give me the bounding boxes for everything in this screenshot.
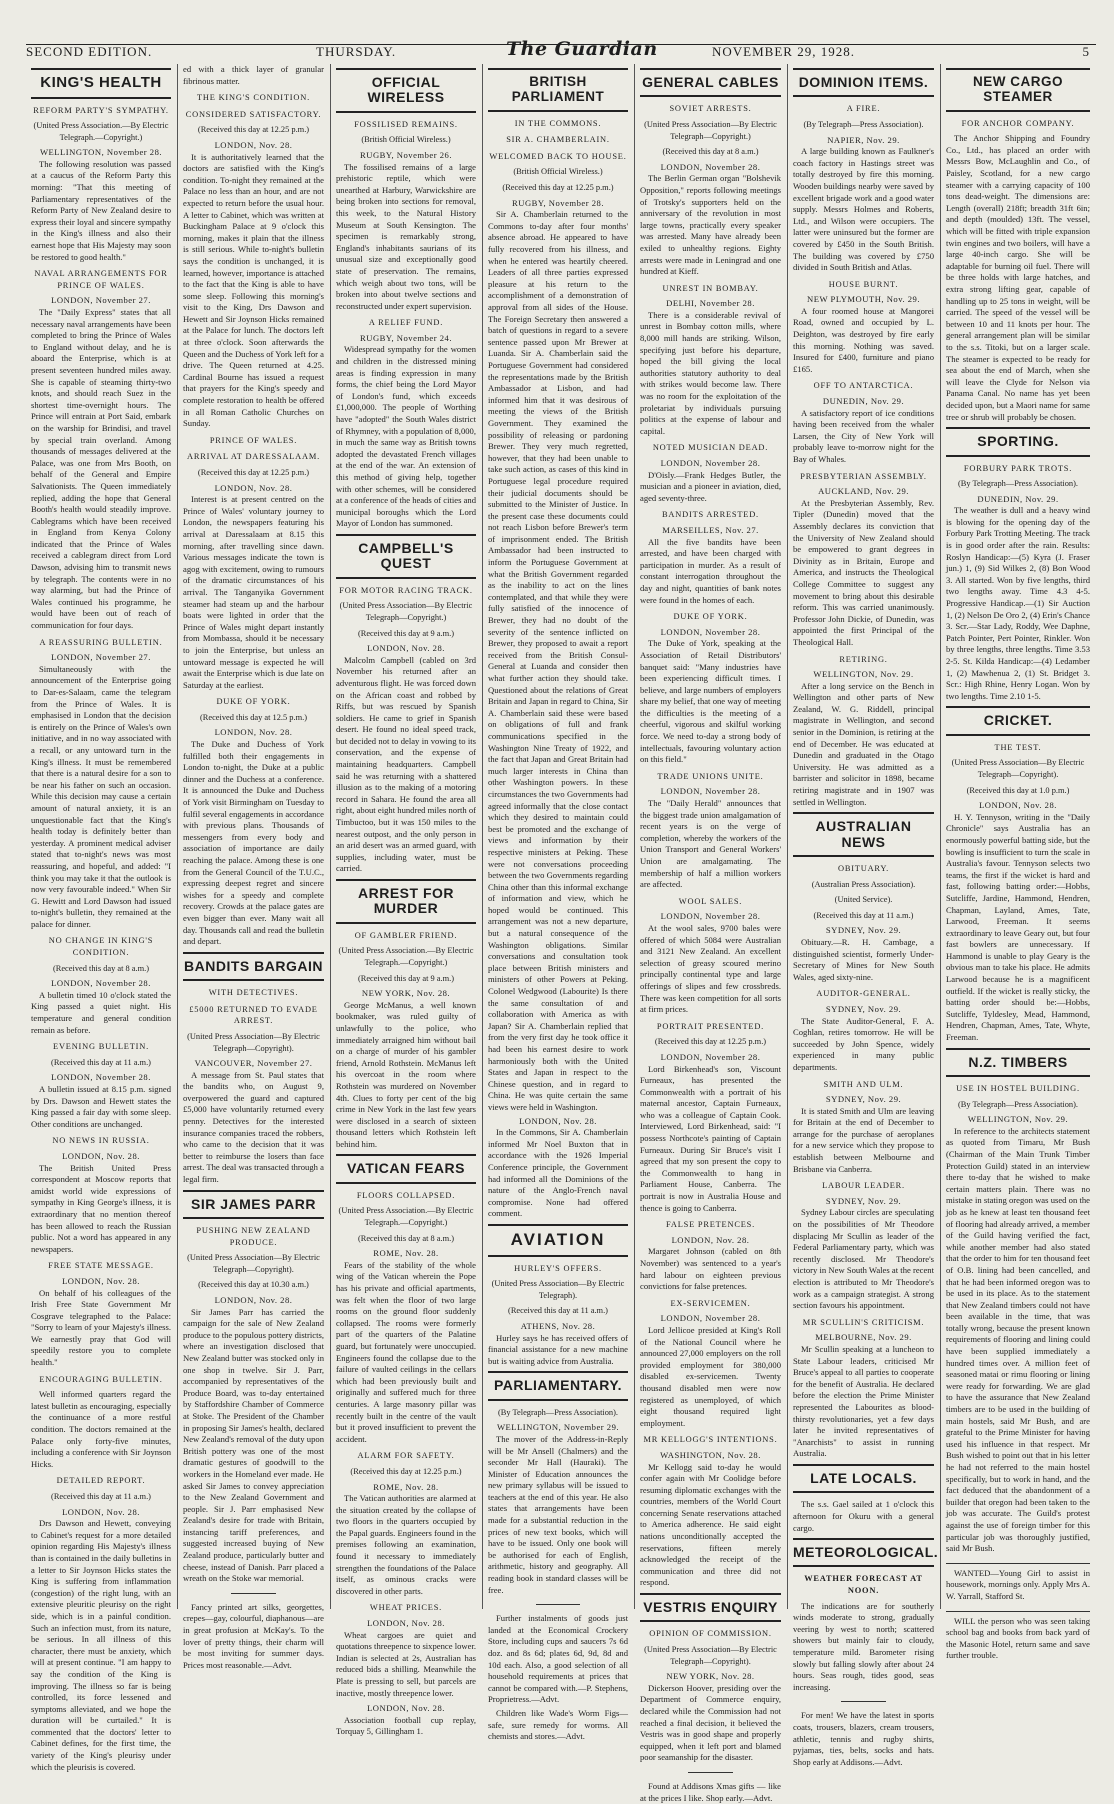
page-number: 5 — [1082, 44, 1090, 59]
column-5 — [635, 64, 788, 1803]
subhead: FLOORS COLLAPSED. — [356, 1190, 456, 1200]
article-body: D'Oisly.—Frank Hedges Butler, the musician and a pioneer in aviation, died, aged seventy-three. — [640, 469, 781, 503]
dateline: AUCKLAND, Nov. 29. — [818, 486, 909, 497]
headline-sporting: SPORTING. — [946, 427, 1090, 456]
received-line: (Received this day at 12.25 p.m.) — [654, 1037, 767, 1047]
subhead: BANDITS ARRESTED. — [662, 510, 759, 520]
subhead: FOR MOTOR RACING TRACK. — [339, 585, 473, 595]
subhead: EVENING BULLETIN. — [53, 1042, 149, 1052]
credit-line: (By Telegraph—Press Association). — [958, 1099, 1078, 1109]
advertisement: Children like Wade's Worm Figs—safe, sure remedy for worms. All chemists and stores.—Advt. — [488, 1707, 628, 1742]
article-body: Obituary.—R. H. Cambage, a distinguished scientist, formerly Under-Secretary of Mines for New South Wales, aged sixty-nine. — [793, 936, 934, 982]
article-body: The Vatican authorities are alarmed at the situation created by the collapse of two floors in the quarters occupied by the Papal guards. Engineers found in the premises following an examination, found it necessary to immediately strengthen the foundations of the Palace itself, as ominous cracks were discovered in other parts. — [336, 1493, 476, 1596]
subhead: A FIRE. — [846, 104, 881, 114]
subhead: OFF TO ANTARCTICA. — [813, 381, 914, 391]
article-body: Sir James Parr has carried the campaign for the sale of New Zealand produce to the populous pottery districts, where an investigation disclosed that New Zealand butter was stocked only in one shop in twelve. Sir J. Parr, accompanied by representatives of the Produce Board, was to-day entertained by Staffordshire Chamber of Commerce at Stoke. The President of the Chamber in proposing Sir James's health, declared New Zealand's removal of the duty upon British pottery was one of the most dramatic gestures of goodwill to the workers in the Homeland ever made. He asked Sir James to convey appreciation to the New Zealand Government and people. Sir J. Parr emphasised New Zealand's desire for trade with Britain, instancing tariff preferences, and suggested increased buying of New Zealand produce, particularly butter and cheese, instead of Danish. Parr placed a wreath on the Stoke war memorial. — [183, 1306, 324, 1584]
dateline: NAPIER, Nov. 29. — [827, 134, 900, 145]
dateline: LONDON, November 28. — [660, 911, 761, 922]
dateline: VANCOUVER, November 27. — [194, 1058, 313, 1069]
article-body: The indications are for southerly winds moderate to strong, gradually veering by west to north; scattered showers but mainly fair to cloudy, temperature mild. Barometer rising slowly but falling slowly after about 24 hours. Seas rough, tides good, seas increasing. — [793, 1600, 934, 1692]
dateline: LONDON, November 28. — [660, 458, 761, 469]
advertisement: Further instalments of goods just landed at the Economical Crockery Store, including cups and saucers 7s 6d doz. and 8s 6d; plates 6d, 9d, 8d and 10d each. Also, a good selection of all household requirements at prices that cannot be compared with.—P. Stephens, Proprietress.—Advt. — [488, 1613, 628, 1705]
headline-official-wireless: OFFICIAL WIRELESS — [336, 68, 476, 113]
received-line: (Received this day at 11 a.m.) — [813, 910, 914, 920]
credit-line: (United Press Association—By Electric Telegraph—Copyright.) — [644, 119, 777, 141]
article-body: Interest is at present centred on the Prince of Wales' voluntary journey to London, the newspapers featuring his arrival at Daressalaam at 8.15 this morning, after travelling since dawn. Various messages indicate the town is agog with excitement, owing to rumours of the dramatic circumstances of his arrival. The Tanganyika Government steamer had steam up and the harbour boats were lighted in order that the Prince of Wales might depart instantly from Mombassa, should it be necessary to join the Enterprise, but unless an untoward message is expected he will await the Enterprise which is due late on Saturday at the earliest. — [183, 494, 324, 690]
subhead: ALARM FOR SAFETY. — [357, 1451, 455, 1461]
divider — [231, 1593, 276, 1594]
headline-general-cables: GENERAL CABLES — [640, 68, 781, 97]
subhead: SOVIET ARRESTS. — [669, 104, 752, 114]
article-continuation: ed with a thick layer of granular fibrinous matter. — [183, 64, 324, 86]
dateline: ROME, Nov. 28. — [373, 1481, 439, 1492]
received-line: (Received this day at 10.30 a.m.) — [198, 1280, 309, 1290]
subhead: OBITUARY. — [837, 864, 890, 874]
article-body: The mover of the Address-in-Reply will be Mr Ansell (Chalmers) and the seconder Mr Hall (Hauraki). The Minister of Education announces the new primary syllabus will be issued to teachers at the end of this year. He also states that arrangements have been made for a substantial reduction in the prices of new text books, which will have to be issued. Only one book will be authorised for each of English, arithmetic, history and geography. All reading book in standard classes will be free. — [488, 1433, 628, 1595]
article-body: After a long service on the Bench in Wellington and other parts of New Zealand, W. G. Riddell, principal magistrate in Wellington, and second senior in the Dominion, is retiring at the end of December. He was educated at Dunedin and graduated in the Otago University. He was admitted as a barrister and solicitor in 1898, became retiring magistrate and in 1907 was settled in Wellington. — [793, 680, 934, 807]
dateline: LONDON, Nov. 28. — [62, 1150, 140, 1161]
article-body: Association football cup replay, Torquay 5, Gillingham 1. — [336, 1714, 476, 1737]
credit-line: (United Press Association.—By Electric Telegraph.—Copyright.) — [338, 1206, 474, 1228]
headline-aviation: AVIATION — [488, 1224, 628, 1257]
article-body: The Berlin German organ "Bolshevik Opposition," reports following meetings of Trotsky's supporters held on the anniversary of the revolution in most large towns, practically every speaker was arrested. Many have already been exiled to unhealthy regions. Eighty arrests were made in Leningrad and one hundred at Kieff. — [640, 173, 781, 277]
article-body: In reference to the architects statement as quoted from Timaru, Mr Bush (Chairman of the Main Trunk Timber Protection Guild) stated in an interview there to-day that he wished to make certain matters plain. There was no mistake in stating oregon was used on the job as he knew at least ten thousand feet of flooring had already arrived, a member of the Guild having verified the fact, while another member had also stated that the order to him for ten thousand feet of O.B. lining had been cancelled, and that he had been informed oregon was to be used in its place. As to the statement that New Zealand timbers could not have been available in the time, that was totally wrong, because the present known requirements of flooring and lining could have been supplied immediately a hundred times over. A million feet of seasoned matai or rimu flooring or lining were ready for forwarding. We are glad to have the assurance that New Zealand timbers are to be used in the building of main hostels, said Mr Bush, and are grateful to the Prime Minister for having used his influence in that respect. Mr Bush wished to point out that in his letter he had not referred to the main hostel specifically, but to work in hand, and the fact deduced that the abandonment of a builder that oregon had been taken to the job was accurate. The Guild's protest against the use of foreign timber for this particular job was thoroughly justified, said Mr Bush. — [946, 1125, 1090, 1554]
dateline: SYDNEY, Nov. 29. — [825, 1094, 902, 1105]
article-body: At the wool sales, 9700 bales were offered of which 5084 were Australian and 3121 New Zealand. An excellent selection of greasy scoured merino principally continental type and large offerings of slipes and few crossbreds. There was keen competition for all sorts at firm prices. — [640, 922, 781, 1015]
article-body: Margaret Johnson (cabled on 8th November) was sentenced to a year's hard labour on eighteen previous convictions for false pretences. — [640, 1246, 781, 1292]
masthead — [26, 12, 1096, 60]
dateline: LONDON, November 28. — [51, 978, 151, 989]
article-body: Malcolm Campbell (cabled on 3rd November his returned after an adventurous flight. He was forced down on the African coast and robbed by Riffs, but was rescued by Spanish soldiers. He came to grief in Spanish desert. He found no ideal speed track, but decided not to delay in vowing to its conservation, and the expense of maintaining headquarters. Campbell said he was returning with a shattered illusion as to the making of a motoring record in Sahara. He found the area all right, about eight hundred miles north of Timbuctoo, but it was 150 miles to the nearest outpost, and the only person in an arid desert was an armed guard, with supplies, including water, must be carried. — [336, 654, 476, 874]
dateline: LONDON, Nov. 28. — [671, 1234, 750, 1245]
article-body: Fears of the stability of the whole wing of the Vatican wherein the Pope has his private and official apartments, was felt when the floor of two large rooms on the ground floor suddenly collapsed. The rooms were formerly part of the quarters of the Palatine guard, but fortunately were unoccupied. Engineers found the collapse due to the failure of vaulted ceilings in the cellars which had been previously built and originally and suffered much for three centuries. A large masonry pillar was recently built in the centre of the vault but it proved insufficient to prevent the accident. — [336, 1259, 476, 1444]
article-body: There is a considerable revival of unrest in Bombay cotton mills, where 8,000 mill hands are striking. Wilson, specifying just before his departure, hoped the bill giving the local authorities statutory authority to deal with strikes would become law. There was no room for the exploitation of the proletariat by individuals pursuing politics at the expense of labour and capital. — [640, 309, 781, 436]
article-body: A message from St. Paul states that the bandits who, on August 9, overpowered the guard and captured £5,000 have voluntarily returned every penny. Detectives for the interested insurance companies traced the robbers, who came to the decision that it was better to reimburse the losers than face arrest. The deal was transacted through a legal firm. — [183, 1069, 324, 1185]
divider — [688, 1772, 733, 1773]
subhead: NO NEWS IN RUSSIA. — [52, 1136, 150, 1146]
subhead: CONSIDERED SATISFACTORY. — [185, 109, 322, 119]
headline-late-locals: LATE LOCALS. — [793, 1464, 934, 1493]
received-line: (Received this day at 12.25 p.m.) — [197, 125, 310, 135]
received-line: (Received this day at 8 a.m.) — [52, 963, 150, 973]
dateline: NEW YORK, Nov. 28. — [361, 988, 451, 999]
subhead: A REASSURING BULLETIN. — [39, 637, 163, 647]
headline-dominion-items: DOMINION ITEMS. — [793, 68, 934, 97]
subhead: OF GAMBLER FRIEND. — [354, 930, 458, 940]
subhead: THE TEST. — [994, 742, 1042, 752]
headline-australian-news: AUSTRALIAN NEWS — [793, 812, 934, 857]
dateline: NEW PLYMOUTH, Nov. 29. — [806, 294, 921, 305]
article-body: In the Commons, Sir A. Chamberlain informed Mr Noel Buxton that in accordance with the 1926 Imperial Conference principle, the Government had informed all the Dominions of the nature of the Anglo-French naval compromise. None had offered comment. — [488, 1127, 628, 1219]
dateline: DUNEDIN, Nov. 29. — [977, 493, 1059, 504]
credit-line: (United Press Association—By Electric Telegraph—Copyright). — [187, 1253, 320, 1274]
article-body: At the Presbyterian Assembly, Rev. Tipler (Dunedin) moved that the Assembly declares its conviction that the University of New Zealand should be empowered to grant degrees in Divinity as in Britain, Europe and America, and instructs the Theological College Committee to suggest any movement to bring about this desirable reform. This was carried unanimously. Professor John Dickie, of Dunedin, was appointed the first Principal of the Theological Hall. — [793, 497, 934, 647]
dateline: LONDON, Nov. 28. — [214, 1295, 293, 1305]
received-line: (Received this day at 12.25 p.m.) — [502, 183, 614, 193]
article-body: The Duke of York, speaking at the Association of Retail Distributors' banquet said: "Many industries have been experiencing difficult times. I believe, and large numbers of employers share my belief, that one way of meeting the difficulties is the meeting of a cheerful, vigorous and skilful working force. We need to-day a strong body of intellectuals, favouring voluntary action on this field." — [640, 638, 781, 765]
article-body: All the five bandits have been arrested, and have been charged with participation in murder. As a result of constant interrogation throughout the day and night, quantities of bank notes were found in the homes of each. — [640, 536, 781, 605]
column-4 — [483, 64, 635, 1742]
column-1 — [26, 64, 178, 1772]
subhead: DUKE OF YORK. — [216, 697, 291, 707]
subhead: MR KELLOGG'S INTENTIONS. — [643, 1435, 778, 1445]
credit-line: (United Press Association—By Electric Telegraph—Copyright). — [644, 1645, 777, 1666]
subhead: UNREST IN BOMBAY. — [662, 283, 759, 293]
headline-new-cargo-steamer: NEW CARGO STEAMER — [946, 68, 1090, 112]
dateline: NEW YORK, Nov. 28. — [666, 1671, 755, 1682]
article-body: H. Y. Tennyson, writing in the "Daily Chronicle" says Australia has an enormously powerful batting side, but the bowling is insufficient to turn the scale in Australia's favour. Tennyson selects two teams, the first if the wicket is hard and fast, following batting order:—Hobbs, Sutcliffe, Jardine, Hammond, Hendren, Chapman, Layland, Ames, Tate, Larwood, Freeman. It seems extraordinary to leave Geary out, but four fast bowlers are unnecessary. If Hammond is unable to play Geary is the obvious man to take his place. He admits Larwood because he is a magnificent outfield. If the wicket is really sticky, the batting order should be:—Hobbs, Sutcliffe, Tyldesley, Mead, Hammond, Hendren, Chapman, Ames, Tate, Whyte, Freeman. — [946, 811, 1090, 1043]
dateline: LONDON, Nov. 28. — [214, 482, 293, 493]
dateline: SYDNEY, Nov. 29. — [825, 1195, 902, 1206]
credit-line: (United Press Association—By Electric Telegraph—Copyright). — [187, 1031, 320, 1053]
dateline: LONDON, Nov. 28. — [62, 1275, 140, 1286]
column-7 — [941, 64, 1096, 1661]
date-label: NOVEMBER 29, 1928. — [712, 44, 855, 59]
credit-line: (By Telegraph—Press Association). — [498, 1407, 618, 1417]
headline-nz-timbers: N.Z. TIMBERS — [946, 1048, 1090, 1077]
dateline: LONDON, November 27. — [51, 652, 151, 663]
received-line: (Received this day at 11 a.m.) — [51, 1492, 151, 1501]
article-body: The "Daily Herald" announces that the biggest trade union amalgamation of recent years is on the verge of completion, whereby the workers of the Union Transport and General Workers' Union are amalgamating. The membership of half a million workers are affected. — [640, 798, 781, 890]
dateline: LONDON, Nov. 28. — [214, 727, 293, 738]
article-body: Dickerson Hoover, presiding over the Department of Commerce enquiry, declared while the Commission had not reached a final decision, it believed the Vestris was in good shape and properly equipped, when it left port and blamed poor seamanship for the disaster. — [640, 1682, 781, 1763]
dateline: WELLINGTON, Nov. 29. — [813, 669, 914, 680]
article-body: A four roomed house at Mangorei Road, owned and occupied by L. Deighton, was destroyed by fire early this morning. Nothing was saved. Insured for £400, furniture and piano £165. — [793, 305, 934, 374]
article-body: Drs Dawson and Hewett, conveying to Cabinet's request for a more detailed opinion regarding His Majesty's illness than is contained in the daily bulletins in a letter to Sir Joynson Hicks states the King is suffering from inflammation (congestion) of the right lung, with an extensive pleuritic pleurisy on the right side, which is in a painful condition. Such an infection must, from its nature, be serious. In all illness of this character, there must be anxiety, which will at present continue. "I am happy to say the condition of the King is improving. The illness so far is being controlled, its force lessened and symptoms alleviated, and we hope the duration will be curtailed." It is commented that the doctors' letter to Cabinet defines, for the first time, the variety of the King's pleurisy under which the pleurisis is covered. — [31, 1518, 171, 1772]
headline-cricket: CRICKET. — [946, 706, 1090, 735]
subhead: £5000 RETURNED TO EVADE ARREST. — [189, 1004, 318, 1026]
received-line: (Received this day at 12.25 p.m.) — [350, 1466, 462, 1476]
article-body: Sir A. Chamberlain returned to the Commons to-day after four months' absence abroad. He appeared to have fully recovered from his illness, and when he entered was heartily cheered. Leaders of all three parties expressed pleasure at his return to the accomplishment of a demonstration of approval from all sides of the House. The Foreign Secretary then answered a batch of questions in regard to a severe sentence passed upon Mr Brewer at Luanda. Sir A. Chamberlain said the Portuguese Government had considered the representations made by the British Ambassador at Lisbon, and had informed him that it was desirous of meeting the views of the British Government. They examined the possibility of releasing or pardoning Brewer. They very much regretted, however, that they had been unable to take such action, as cases of this kind in Portuguese legal procedure required their judicial documents should be submitted to the Minister of Justice. In the present case these documents could not reach Lisbon before Brewer's term of imprisonment ended. The British Ambassador had been instructed to inform the Portuguese Government at what the British Government regarded as the inability to act on the lines contemplated, and that while they were fully satisfied of the innocence of Brewer, they had no doubt of the severity of the sentence inflicted on Brewer, they proposed to await a report received from the British Consul-General at Luanda and consider then what further action they should take. Questioned about the relations of Great Britain and Japan in regard to China, Sir A. Chamberlain said these were based on obligations of full and frank communications specified in the Washington Nine Treaty of 1922, and the fact that Japan and Great Britain had much larger interests in China than other Washington powers. In these circumstances the two Governments had agreed informally that the close contact which they desired to maintain could best be promoted and the exchange of views and information by their respective ministers at Peking. These were not conversations proceeding between the two Governments regarding China other than this informal exchange of information and view, which he hoped would be continued. This arrangement was not a new departure, but a natural consequence of the Washington obligations. Similar conversations and consultation took place between British ministers and ministers of other Powers at Peking. Colonel Wedgwood (Labourite) Is there the same consultation of and collaboration with America as with Japan? Sir A. Chamberlain replied that from the very first day he took office it had been his earnest desire to work harmoniously both with the United States and Japan in respect to the Chinese question, and in regard to China. He was quite certain the same views were held in Washington. — [488, 209, 628, 1112]
subhead: RETIRING. — [839, 654, 888, 664]
dateline: LONDON, Nov. 28. — [519, 1115, 597, 1126]
subhead: DETAILED REPORT. — [56, 1476, 146, 1486]
subhead: NAVAL ARRANGEMENTS FOR PRINCE OF WALES. — [34, 269, 168, 290]
subhead: USE IN HOSTEL BUILDING. — [956, 1084, 1080, 1094]
column-3 — [331, 64, 483, 1737]
headline-meteorological: METEOROLOGICAL. — [793, 1538, 934, 1567]
subhead: FORBURY PARK TROTS. — [963, 463, 1073, 473]
credit-line: (United Press Association—By Electric Telegraph). — [491, 1279, 625, 1300]
article-body: Hurley says he has received offers of financial assistance for a new machine but is waiting advice from Australia. — [488, 1332, 628, 1366]
dateline: LONDON, November 28. — [660, 786, 761, 797]
classified-ad: WANTED—Young Girl to assist in housework, mornings only. Apply Mrs A. W. Yarrall, Stafford St. — [946, 1563, 1090, 1603]
credit-line: (United Press Association.—By Electric Telegraph.—Copyright.) — [33, 121, 169, 142]
article-body: The "Daily Express" states that all necessary naval arrangements have been completed to bring the Prince of Wales to England without delay, and he is aboard the Enterprise, which is at present seventeen hundred miles away. She is capable of steaming thirty-two knots, and should reach Suez in the shortest time-overnight hours. The Prince will entrain at Port Said, embark on the warship for Brindisi, and travel by special train overland. Among thousands of messages delivered at the Palace, was one from Mrs Booth, on behalf of the General and Empire Salvationists. The Queen immediately replied, adding the hope that General Booth's health would steadily improve. Cablegrams which have been received in England from Kenya Colony indicated that the Prince of Wales received a cablegram direct from Lord Dawson, advising him to transmit news by telegraph. The contents were in no way alarming, but had the Prince of Wales continued his programme, he would have been out of reach of communication for four days. — [31, 307, 171, 631]
credit-line: (By Telegraph—Press Association). — [958, 479, 1078, 489]
day-label: THURSDAY. — [316, 44, 397, 59]
received-line: (Received this day at 8 a.m.) — [662, 147, 759, 157]
credit-line: (United Service). — [834, 895, 893, 905]
advertisement: For men! We have the latest in sports coats, trousers, blazers, cream trousers, athletic, tennis and rugby shirts, pyjamas, ties, belts, socks and hats. Shop early at Addisons.—Advt. — [793, 1710, 934, 1767]
received-line: (Received this day at 11 a.m.) — [51, 1057, 151, 1067]
dateline: WASHINGTON, Nov. 28. — [660, 1449, 761, 1460]
received-line: (Received this day at 11 a.m.) — [508, 1306, 608, 1316]
dateline: LONDON, November 28. — [660, 161, 761, 172]
subhead: THE KING'S CONDITION. — [197, 93, 310, 103]
headline-bandits-bargain: BANDITS BARGAIN — [183, 952, 324, 981]
dateline: LONDON, November 28. — [51, 1072, 151, 1083]
subhead: LABOUR LEADER. — [822, 1181, 905, 1191]
article-body: Lord Jellicoe presided at King's Roll of the National Council where he announced 27,000 employers on the roll provided employment for 380,000 disabled ex-servicemen. Twenty thousand disabled men were now registered as unemployed, of which eight thousand required light employment. — [640, 1324, 781, 1428]
subhead: ARRIVAL AT DARESSALAAM. — [187, 452, 320, 462]
dateline: MELBOURNE, Nov. 29. — [815, 1332, 912, 1343]
subhead: FALSE PRETENCES. — [666, 1220, 755, 1230]
column-6 — [788, 64, 941, 1767]
article-body: George McManus, a well known bookmaker, was ruled guilty of unlawfully to the police, who immediately arraigned him without bail on a charge of murder of his gambler friend, Arnold Rothstein. McManus left his overcoat in the room where Rothstein was murdered on November 4th. Clues to forty per cent of the big crime in New York in the last few years were disclosed in a search of sixteen thousand letters which Rothstein left behind him. — [336, 999, 476, 1149]
headline-sir-james-parr: SIR JAMES PARR — [183, 1190, 324, 1219]
dateline: WELLINGTON, Nov. 29. — [967, 1114, 1069, 1125]
dateline: LONDON, Nov. 28. — [367, 1618, 445, 1629]
advertisement: Found at Addisons Xmas gifts — like at the prices I like. Shop early.—Advt. — [640, 1780, 781, 1803]
dateline: ATHENS, Nov. 28. — [520, 1320, 596, 1331]
article-body: The State Auditor-General, F. A. Coghlan, retires tomorrow. He will be succeeded by John Spence, widely experienced in many public departments. — [793, 1015, 934, 1072]
credit-line: (British Official Wireless.) — [361, 135, 451, 145]
credit-line: (United Press Association.—By Electric Telegraph.—Copyright.) — [338, 946, 474, 967]
article-body: Wheat cargoes are quiet and quotations threepence to sixpence lower. Indian is selected at 2s, Australian has reduced bids a shilling. Meanwhile the Plate is pressing to sell, but parcels are inactive, mostly threepence lower. — [336, 1629, 476, 1698]
subhead: HURLEY'S OFFERS. — [514, 1263, 602, 1273]
dateline: LONDON, Nov. 28. — [979, 800, 1057, 811]
article-body: Mr Kellogg said to-day he would confer again with Mr Coolidge before resuming diplomatic exchanges with the countries, members of the World Court concerning Senate reservations attached to America adherence. He said eight nations unconditionally accepted the reservations, fifteen merely acknowledged the receipt of the communication and three did not respond. — [640, 1461, 781, 1588]
subhead: AUDITOR-GENERAL. — [816, 989, 911, 999]
subhead: WELCOMED BACK TO HOUSE. — [489, 151, 627, 161]
subhead: DUKE OF YORK. — [673, 612, 748, 622]
headline-parliamentary: PARLIAMENTARY. — [488, 1371, 628, 1400]
subhead: ENCOURAGING BULLETIN. — [39, 1374, 163, 1384]
headline-vatican-fears: VATICAN FEARS — [336, 1154, 476, 1183]
subhead: WHEAT PRICES. — [369, 1603, 443, 1613]
subhead: NOTED MUSICIAN DEAD. — [652, 443, 769, 453]
subhead: HOUSE BURNT. — [828, 279, 899, 289]
dateline: RUGBY, November 28. — [512, 197, 604, 208]
headline-vestris-enquiry: VESTRIS ENQUIRY — [640, 1593, 781, 1622]
dateline: LONDON, Nov. 28. — [367, 643, 445, 654]
subhead: NO CHANGE IN KING'S CONDITION. — [48, 936, 154, 958]
newspaper-page — [26, 64, 1096, 1803]
divider — [536, 1604, 580, 1605]
article-body: The weather is dull and a heavy wind is blowing for the opening day of the Forbury Park Trotting Meeting. The track is in good order after the rain. Results: Roslyn Handicap:—(5) Kyra (J. Fraser jun.) 1, (9) Sid Wilkes 2, (8) Bon Wood 3. All started. Won by five lengths, third two lengths away. Time 4.3 4-5. Progressive Handicap.—(1) Sir Auction 1, (2) Nelson De Oro 2, (4) Erin's Chance 3. Scr.—Star Lady, Roddy, Wee Daphne, Patch Pointer, Pert Pointer, Rinkler. Won by three lengths, three lengths. Time 3.53 2-5. St. Kilda Handicap:—(4) Ledamber 1, (2) Mawhenua 2, (1) St. Bridget 3. Scr.: High Rhine, Henry Logan. Won by two lengths. Time 2.10 1-5. — [946, 505, 1090, 701]
dateline: LONDON, November 28. — [660, 1313, 761, 1324]
received-line: (Received this day at 12.25 p.m.) — [197, 468, 310, 477]
article-body: The fossilised remains of a large prehistoric reptile, which were unearthed at Harbury, Warwickshire are being broken into sections for removal, this week, to the Natural History Museum at South Kensington. The specimen is remarkably strong, England's inhabitants saurians of its unusual size and exceptionally good state of preservation. The remains, which weigh about two tons, will be broken into about twelve sections and reconstructed under expert supervision. — [336, 161, 476, 311]
dateline: DUNEDIN, Nov. 29. — [822, 396, 905, 407]
headline-british-parliament: BRITISH PARLIAMENT — [488, 68, 628, 112]
subhead: TRADE UNIONS UNITE. — [657, 771, 764, 781]
subhead: FOR ANCHOR COMPANY. — [961, 118, 1075, 128]
subhead: SMITH AND ULM. — [823, 1079, 904, 1089]
dateline: LONDON, November 28. — [660, 1051, 761, 1062]
credit-line: (United Press Association—By Electric Telegraph—Copyright.) — [339, 601, 473, 622]
subhead: MR SCULLIN'S CRITICISM. — [802, 1317, 925, 1327]
credit-line: (By Telegraph—Press Association). — [803, 119, 924, 129]
credit-line: (Australian Press Association). — [811, 879, 916, 889]
dateline: LONDON, Nov. 28. — [367, 1703, 445, 1714]
dateline: LONDON, Nov. 28. — [62, 1506, 140, 1517]
subhead: PRINCE OF WALES. — [209, 435, 298, 445]
dateline: LONDON, November 28. — [660, 626, 761, 637]
advertisement: Fancy printed art silks, georgettes, crepes—gay, colourful, diaphanous—are in great profusion at McKay's. To the lover of pretty things, their charm will be most inviting for summer days. Prices most reasonable.—Advt. — [183, 1601, 324, 1670]
edition-label: SECOND EDITION. — [26, 44, 153, 59]
subhead: FREE STATE MESSAGE. — [48, 1261, 154, 1271]
dateline: SYDNEY, Nov. 29. — [825, 925, 902, 936]
subhead: EX-SERVICEMEN. — [670, 1298, 751, 1308]
received-line: (Received this day at 1.0 p.m.) — [966, 785, 1070, 795]
subhead: OPINION OF COMMISSION. — [649, 1629, 772, 1639]
article-body: Simultaneously with the announcement of the Enterprise going to Dar-es-Salaam, came the telegram from the Prince of Wales. It is emphasised in London that the decision is entirely on the Prince of Wales's own initiative, and in no way associated with a recall, or any untoward turn in the King's illness. It must be remembered that there is a natural desire for a son to be near his father on such an occasion. While this decision may cause a certain amount of natural anxiety, it is an unquestionable fact that the King's health today is definitely better than yesterday. A prominent medical adviser stated that to-night's news was most reassuring, and hopeful, and added: "I think you may take it that the outlook is now very favourable indeed." When Sir G. Hewitt and Lord Dawson had issued to-night's bulletin, they remained at the palace for dinner. — [31, 663, 171, 929]
credit-line: (British Official Wireless.) — [513, 167, 603, 177]
dateline: WELLINGTON, November 28. — [39, 147, 163, 158]
received-line: (Received this day at 9 a.m.) — [357, 628, 455, 638]
headline-campbells-quest: CAMPBELL'S QUEST — [336, 534, 476, 579]
article-body: The s.s. Gael sailed at 1 o'clock this afternoon for Okuru with a general cargo. — [793, 1499, 934, 1533]
subhead: WITH DETECTIVES. — [208, 988, 299, 998]
dateline: WELLINGTON, November 29. — [496, 1422, 620, 1433]
subhead: WEATHER FORECAST AT NOON. — [804, 1574, 923, 1596]
article-body: Widespread sympathy for the women and children in the distressed mining areas is finding expression in many forms, the chief being the Lord Mayor of London's fund, which exceeds £1,000,000. The people of Worthing have "adopted" the South Wales district of Rhymney, with a population of 8,000, in much the same way as British towns adopted the devastated French villages at the end of the war. An extension of this method of giving help, together with other schemes, will be considered at a conference of the heads of cities and municipal boroughs which the Lord Mayor of London has summoned. — [336, 344, 476, 529]
received-line: (Received this day at 12.5 p.m.) — [200, 712, 307, 722]
article-body: Sydney Labour circles are speculating on the possibilities of Mr Theodore displacing Mr Scullin as leader of the Federal Parliamentary party, which was recently disclosed. Mr Theodore's victory in New South Wales at the recent election is attributed to Mr Theodore's work as a campaign strategist. A strong section favours his appointment. — [793, 1207, 934, 1311]
article-body: The Anchor Shipping and Foundry Co., Ltd., has placed an order with Messrs Bow, McLaughlin and Co., of Paisley, Scotland, for a new cargo steamer with a carrying capacity of 100 tons dead-weight. The dimensions are: Length (overall) 218ft; breadth 31ft 6in; and depth (moulded) 13ft. The vessel, which will be fitted with triple expansion twin engines and two boilers, will have a large 40-inch cargo. She will be adaptable for burning oil fuel. There will be three holds with large hatches, and extra strong lifting gear, capable of handling up to 25 tons in weight, will be carried. The speed of the vessel will be between 10 and 11 knots per hour. The general arrangement plan will be similar to the s.s. Titoki, but on a larger scale. The steamer is expected to be ready for sea about the end of March, when she will leave the Clyde for Nelson via Panama Canal. No name has yet been decided upon, but a Maori name for same tree or shrub will probably be chosen. — [946, 133, 1090, 422]
divider — [841, 1701, 886, 1702]
article-body: A bulletin timed 10 o'clock stated the King passed a quiet night. His temperature and general condition remain as before. — [31, 989, 171, 1035]
received-line: (Received this day at 9 a.m.) — [357, 973, 455, 983]
subhead: PUSHING NEW ZEALAND PRODUCE. — [196, 1226, 311, 1247]
headline-kings-health: KING'S HEALTH — [31, 68, 171, 99]
subhead: FOSSILISED REMAINS. — [354, 119, 458, 129]
dateline: LONDON, November 27. — [51, 295, 151, 306]
article-body: A bulletin issued at 8.15 p.m. signed by Drs. Dawson and Hewett states the King passed a fair day with some sleep. Other conditions are unchanged. — [31, 1084, 171, 1129]
subhead: IN THE COMMONS. — [514, 118, 602, 128]
newspaper-title: The Guardian — [506, 38, 658, 60]
subhead: SIR A. CHAMBERLAIN. — [506, 135, 610, 145]
dateline: LONDON, Nov. 28. — [214, 139, 293, 150]
received-line: (Received this day at 8 a.m.) — [357, 1233, 455, 1243]
dateline: DELHI, November 28. — [666, 298, 755, 309]
subhead: PORTRAIT PRESENTED. — [656, 1021, 765, 1031]
dateline: SYDNEY, Nov. 29. — [825, 1003, 902, 1014]
subhead: A RELIEF FUND. — [368, 318, 444, 328]
dateline: RUGBY, November 26. — [360, 149, 452, 160]
subhead: WOOL SALES. — [678, 896, 743, 906]
article-body: It is authoritatively learned that the doctors are satisfied with the King's condition. To-night they remained at the Palace no less than an hour, and are not expected to return before the usual hour. A letter to Cabinet, which was written at Buckingham Palace at 9 o'clock this morning, makes it plain that the illness is still serious. While to-night's bulletin says the condition is unchanged, it is learned, however, importance is attached to the fact that the King is able to have some sleep. Following this morning's visit to the King, Drs Dawson and Hewett and Sir Joynson Hicks remained at the Palace for lunch. The doctors left at three o'clock. Soon afterwards the Queen and the Duchess of York left for a drive. The Queen returned at 4.25. Cardinal Bourne has issued a request that prayers for the King's speedy and complete restoration to health be offered in all Roman Catholic Churches on Sunday. — [183, 151, 324, 429]
headline-arrest-for-murder: ARREST FOR MURDER — [336, 879, 476, 924]
article-body: It is stated Smith and Ulm are leaving for Britain at the end of December to arrange for the purchase of aeroplanes for a new service which they propose to establish between Melbourne and Brisbane via Canberra. — [793, 1105, 934, 1174]
article-body: The Duke and Duchess of York fulfilled both their engagements in London to-night, the Duke at a public dinner and the Duchess at a conference. It is announced the Duke and Duchess of York visit Birmingham on Tuesday to fulfil several engagements in accordance with previous plans. Thousands of messengers from every body and association of importance are daily reaching the palace. Among these is one from the General Council of the T.U.C., expressing deepest regret and sincere wishes for a speedy and complete recovery. Crowds at the palace gates are even bigger than ever. Many wait all day. Thousands call and read the bulletin and depart. — [183, 739, 324, 947]
article-body: A satisfactory report of ice conditions having been received from the whaler Larsen, the City of New York will probably leave to-morrow night for the Bay of Whales. — [793, 407, 934, 465]
article-body: On behalf of his colleagues of the Irish Free State Government Mr Cosgrave telegraphed to the Palace: "Sorry to learn of your Majesty's illness. We earnestly pray that God will speedily restore you to complete health." — [31, 1287, 171, 1368]
dateline: RUGBY, November 24. — [360, 332, 452, 343]
article-body: Well informed quarters regard the latest bulletin as encouraging, especially the continuance of a more restful condition. The doctors remained at the Palace only forty-five minutes, including a conference with Sir Joynson Hicks. — [31, 1389, 171, 1469]
article-body: A large building known as Faulkner's coach factory in Hastings street was totally destroyed by fire this morning. Wooden buildings nearby were saved by excellent brigade work and a good water supply. Messrs Holmes and Roberts, Ltd., and Wilson were occupiers. The latter were uninsured but the former are covered by £450 in the South British. The building was covered by £750 divided in South British and Atlas. — [793, 146, 934, 273]
dateline: ROME, Nov. 28. — [373, 1248, 439, 1259]
article-body: The British United Press correspondent at Moscow reports that amidst world wide expressions of sympathy in King George's illness, it is extraordinary that no mention thereof has been allowed to reach the Russian public. Not a word has appeared in any newspapers. — [31, 1162, 171, 1254]
subhead: REFORM PARTY'S SYMPATHY. — [33, 105, 169, 115]
dateline: MARSEILLES, Nov. 27. — [662, 524, 759, 535]
subhead: PRESBYTERIAN ASSEMBLY. — [800, 471, 927, 481]
article-body: The following resolution was passed at a caucus of the Reform Party this morning: "That this meeting of Parliamentary representatives of the Reform Party of New Zealand desire to express their loyal and sincere sympathy in the King's illness and also their earnest hope that His Majesty may soon be restored to good health." — [31, 158, 171, 262]
article-body: Lord Birkenhead's son, Viscount Furneaux, has presented the Commonwealth with a portrait of his maternal ancestor, Captain Furneaux, who was a colleague of Captain Cook. Interviewed, Lord Birkenhead, said: "I possess Northcote's painting of Captain Furneaux. During Sir Bruce's visit I agreed that my son present the copy to the Commonwealth to hang in Parliament House, Canberra. The portrait is now in Australia House and thence is going to Canberra. — [640, 1063, 781, 1213]
classified-ad: WILL the person who was seen taking school bag and books from back yard of the Masonic Hotel, return same and save further trouble. — [946, 1611, 1090, 1662]
article-body: Mr Scullin speaking at a luncheon to State Labour leaders, criticised Mr Bruce's appeal to all parties to cooperate for the benefit of Australia. He declared before the election the Prime Minister represented the Labourites as blood-thirsty revolutionaries, yet a few days later he invited representatives of "Anarchists" to assist in running Australia. — [793, 1343, 934, 1459]
column-2 — [178, 64, 331, 1670]
credit-line: (United Press Association—By Electric Telegraph—Copyright). — [951, 758, 1085, 779]
